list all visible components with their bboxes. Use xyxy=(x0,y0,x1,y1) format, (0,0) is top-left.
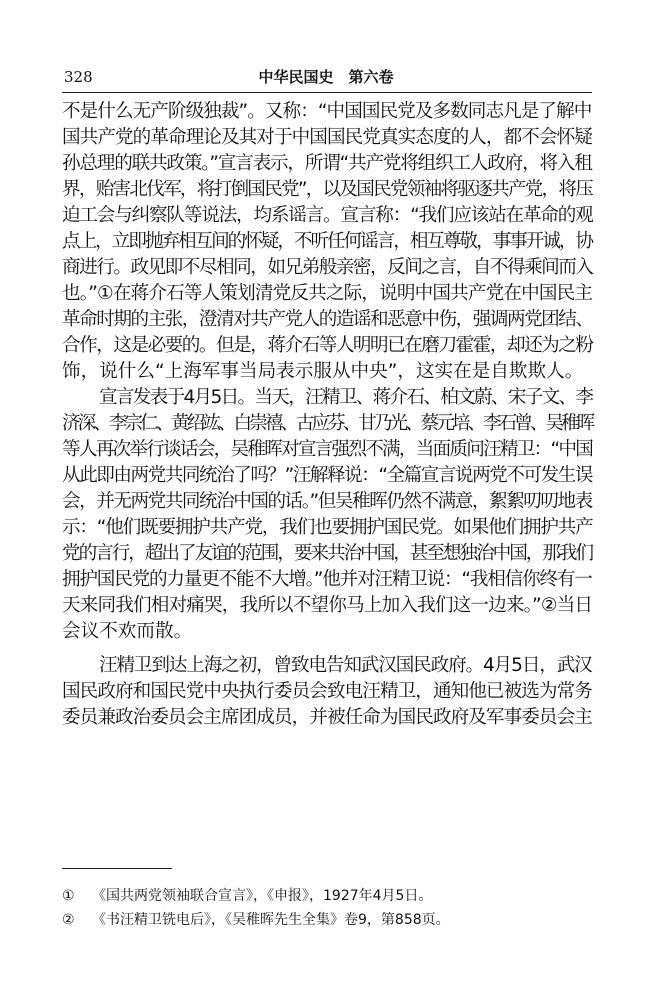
text-line: 点上，立即抛弃相互间的怀疑，不听任何谣言，相互尊敬，事事开诚，协 xyxy=(62,231,593,252)
text-line: 国共产党的革命理论及其对于中国国民党真实态度的人，都不会怀疑 xyxy=(62,127,592,148)
text-line: 济深、李宗仁、黄绍竑、白崇禧、古应芬、甘乃光、蔡元培、李石曾、吴稚晖 xyxy=(62,413,593,434)
header-rule xyxy=(62,92,592,93)
text-line: 示：“他们既要拥护共产党，我们也要拥护国民党。如果他们拥护共产 xyxy=(62,517,593,538)
text-line: 委员兼政治委员会主席团成员，并被任命为国民政府及军事委员会主 xyxy=(62,707,592,728)
body-text xyxy=(62,99,592,731)
text-line: 迫工会与纠察队等说法，均系谣言。宣言称：“我们应该站在革命的观 xyxy=(62,205,593,226)
footnote-item xyxy=(62,884,592,908)
page-number: 328 xyxy=(64,68,93,86)
text-line: 会议不欢而散。 xyxy=(62,621,193,642)
footnotes xyxy=(62,884,592,932)
text-line: 不是什么无产阶级独裁”。又称：“中国国民党及多数同志凡是了解中 xyxy=(62,101,592,122)
text-line: 宣言发表于4月5日。当天，汪精卫、蒋介石、柏文蔚、宋子文、李 xyxy=(99,387,593,408)
footnote-mark: ① xyxy=(62,888,75,904)
text-line: 党的言行，超出了友谊的范围，要来共治中国，甚至想独治中国，那我们 xyxy=(62,543,593,564)
text-line: 国民政府和国民党中央执行委员会致电汪精卫，通知他已被选为常务 xyxy=(62,681,592,702)
footnote-rule xyxy=(62,868,172,869)
text-line: 合作，这是必要的。但是，蒋介石等人明明已在磨刀霍霍，却还为之粉 xyxy=(62,335,593,356)
footnote-text: 《国共两党领袖联合宣言》，《申报》，1927年4月5日。 xyxy=(92,888,433,904)
text-line: 商进行。政见即不尽相同，如兄弟般亲密，反间之言，自不得乘间而入 xyxy=(62,257,593,278)
text-line: 也。”①在蒋介石等人策划清党反共之际，说明中国共产党在中国民主 xyxy=(62,283,593,304)
text-line: 汪精卫到达上海之初，曾致电告知武汉国民政府。4月5日，武汉 xyxy=(99,655,592,676)
text-line: 界，贻害北伐军，将打倒国民党”，以及国民党领袖将驱逐共产党，将压 xyxy=(62,179,593,200)
text-line: 天来同我们相对痛哭，我所以不望你马上加入我们这一边来。”②当日 xyxy=(62,595,593,616)
footnote-item xyxy=(62,908,592,932)
text-line: 革命时期的主张，澄清对共产党人的造谣和恶意中伤，强调两党团结、 xyxy=(62,309,593,330)
text-line: 拥护国民党的力量更不能不大增。”他并对汪精卫说：“我相信你终有一 xyxy=(62,569,592,590)
running-head: 中华民国史 第六卷 xyxy=(258,68,394,86)
text-line: 等人再次举行谈话会，吴稚晖对宣言强烈不满，当面质问汪精卫：“中国 xyxy=(62,439,593,460)
text-line: 孙总理的联共政策。”宣言表示，所谓“共产党将组织工人政府，将入租 xyxy=(62,153,592,174)
footnote-text: 《书汪精卫铣电后》，《吴稚晖先生全集》卷9，第858页。 xyxy=(92,912,450,928)
footnote-mark: ② xyxy=(62,912,75,928)
text-line: 饰，说什么“上海军事当局表示服从中央”，这实在是自欺欺人。 xyxy=(62,361,584,382)
text-line: 从此即由两党共同统治了吗？”汪解释说：“全篇宣言说两党不可发生误 xyxy=(62,465,593,486)
text-line: 会，并无两党共同统治中国的话。”但吴稚晖仍然不满意，絮絮叨叨地表 xyxy=(62,491,592,512)
